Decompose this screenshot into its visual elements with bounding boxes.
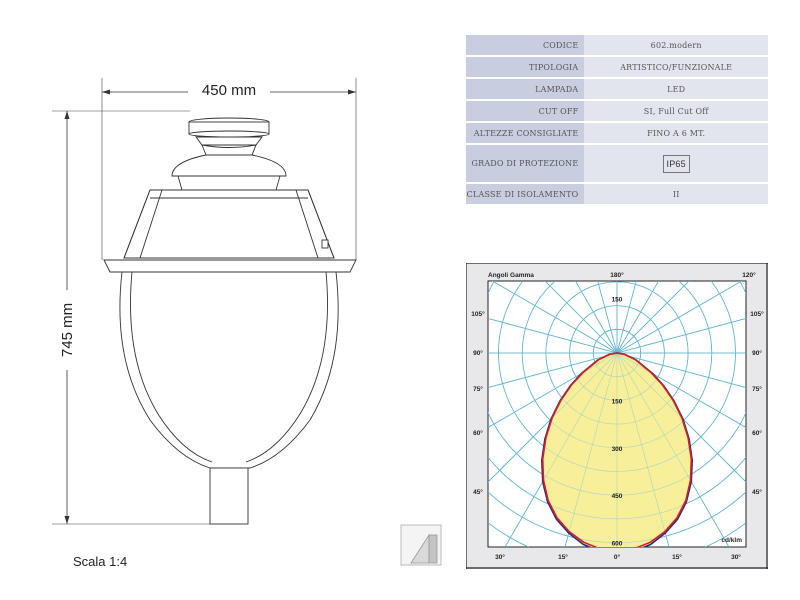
angle-label-right: 90° — [752, 350, 762, 357]
spec-label: LAMPADA — [466, 79, 584, 99]
angle-label-left: 105° — [471, 311, 485, 318]
angle-label-left: 45° — [473, 489, 483, 496]
angle-label-right: 45° — [752, 489, 762, 496]
angle-label-left: 60° — [473, 430, 483, 437]
polar-chart-frame — [466, 263, 768, 569]
radial-label: 600 — [611, 540, 623, 548]
width-label: 450 mm — [201, 82, 257, 99]
angle-label-top-right: 120° — [742, 272, 756, 279]
spec-value — [584, 145, 768, 182]
angle-label-left: 90° — [473, 350, 483, 357]
angle-label-bottom: 30° — [731, 554, 741, 561]
angle-label-bottom: 30° — [495, 554, 505, 561]
radial-label: 150 — [611, 398, 623, 406]
radial-label: 150 — [611, 296, 623, 304]
radial-label: 450 — [611, 493, 623, 501]
angle-label-top: 180° — [610, 272, 624, 279]
profile-thumbnail-icon — [399, 523, 443, 567]
angle-label-right: 105° — [750, 311, 764, 318]
angle-label-bottom: 15° — [558, 554, 568, 561]
spec-value: LED — [584, 79, 768, 99]
spec-value: SI, Full Cut Off — [584, 101, 768, 121]
angle-label-bottom: 15° — [672, 554, 682, 561]
spec-label: CODICE — [466, 35, 584, 55]
angle-label-bottom: 0° — [613, 554, 621, 561]
chart-title: Angoli Gamma — [488, 272, 534, 279]
spec-row-altezze — [466, 123, 768, 143]
spec-row-codice — [466, 35, 768, 55]
angle-label-left: 75° — [473, 386, 483, 393]
angle-label-right: 75° — [752, 386, 762, 393]
spec-label: CLASSE DI ISOLAMENTO — [466, 184, 584, 204]
spec-table — [466, 33, 768, 206]
unit-label: cd/klm — [721, 537, 742, 544]
spec-label: TIPOLOGIA — [466, 57, 584, 77]
spec-label: GRADO DI PROTEZIONE — [466, 145, 584, 182]
spec-value: II — [584, 184, 768, 204]
spec-row-tipologia — [466, 57, 768, 77]
spec-label: CUT OFF — [466, 101, 584, 121]
angle-label-right: 60° — [752, 430, 762, 437]
radial-label: 300 — [611, 445, 623, 453]
spec-row-classe-isolamento — [466, 184, 768, 204]
spec-label: ALTEZZE CONSIGLIATE — [466, 123, 584, 143]
scale-label: Scala 1:4 — [73, 554, 128, 569]
spec-value: 602.modern — [584, 35, 768, 55]
lamp-outline — [104, 118, 356, 524]
height-label: 745 mm — [59, 302, 76, 358]
spec-row-grado-protezione — [466, 145, 768, 182]
spec-row-cut-off — [466, 101, 768, 121]
spec-value: ARTISTICO/FUNZIONALE — [584, 57, 768, 77]
spec-value: FINO A 6 MT. — [584, 123, 768, 143]
spec-row-lampada — [466, 79, 768, 99]
ip-rating-badge: IP65 — [663, 155, 690, 173]
polar-chart — [466, 263, 768, 569]
